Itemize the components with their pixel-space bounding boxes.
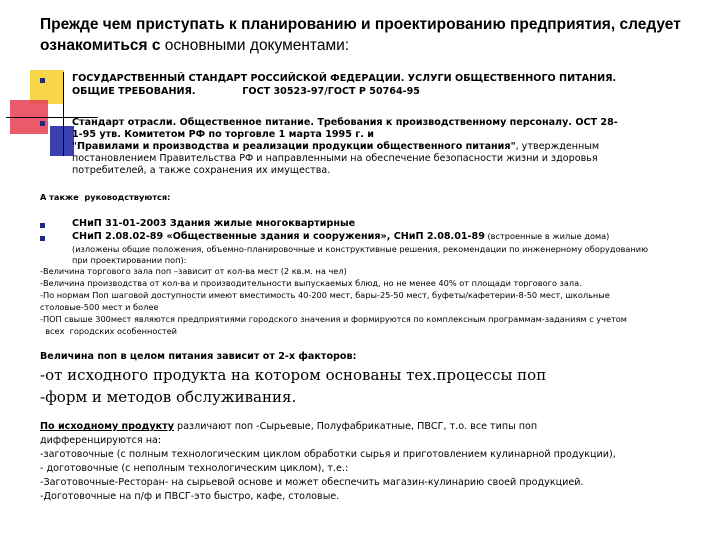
- product-heading-line: [40, 421, 537, 433]
- rule-2: -Величина производства от кол-ва и производительности выпускаемых блюд, но не менее 40% от площади торгового зала.: [40, 278, 582, 288]
- bullet-doc-1: [40, 78, 45, 83]
- rule-6: всех городских особенностей: [40, 326, 177, 336]
- size-heading: Величина поп в целом питания зависит от 2-х факторов:: [40, 351, 357, 362]
- product-heading-rest: различают поп -Сырьевые, Полуфабрикатные, ПВСГ, т.о. все типы поп: [173, 421, 538, 432]
- product-line-4: -Заготовочные-Ресторан- на сырьевой основе и может обеспечить магазин-кулинарию своей продукцией.: [40, 477, 584, 488]
- title-bold: Прежде чем приступать к планированию и проектированию предприятия, следует ознакомиться с: [40, 16, 681, 54]
- title-normal: основными документами:: [160, 37, 350, 54]
- bullet-snip-2: [40, 236, 45, 241]
- decor-blue-square: [50, 126, 74, 156]
- product-heading: По исходному продукту: [40, 421, 174, 432]
- factor-2: -форм и методов обслуживания.: [40, 388, 297, 406]
- rule-1: -Величина торгового зала поп –зависит от кол-ва мест (2 кв.м. на чел): [40, 266, 347, 276]
- product-line-5: -Доготовочные на п/ф и ПВСГ-это быстро, кафе, столовые.: [40, 491, 340, 502]
- bullet-doc-2: [40, 121, 45, 126]
- rule-3: -По нормам Поп шаговой доступности имеют вместимость 40-200 мест, бары-25-50 мест, буфеты/кафетерии-8-50 мест, школьные: [40, 290, 610, 300]
- page-title: [40, 14, 700, 56]
- doc-2-line-1: Стандарт отрасли. Общественное питание. Требования к производственному персоналу. ОСТ 28-: [72, 117, 618, 128]
- doc-1-line-1: ГОСУДАРСТВЕННЫЙ СТАНДАРТ РОССИЙСКОЙ ФЕДЕРАЦИИ. УСЛУГИ ОБЩЕСТВЕННОГО ПИТАНИЯ.: [72, 73, 617, 84]
- doc-2-line-2: 1-95 утв. Комитетом РФ по торговле 1 марта 1995 г. и: [72, 129, 374, 140]
- snip-2-suffix: (встроенные в жилые дома): [484, 231, 610, 241]
- bullet-snip-1: [40, 223, 45, 228]
- doc-2-rules-rest: , утвержденным: [515, 141, 600, 152]
- also-heading: А также руководствуются:: [40, 192, 171, 202]
- doc-2-line-5: потребителей, а также сохранения их имущества.: [72, 165, 331, 176]
- decor-vline: [63, 72, 64, 156]
- snip-note-2: при проектировании поп):: [72, 255, 187, 265]
- snip-note-1: (изложены общие положения, объемно-планировочные и конструктивные решения, рекомендации по инженерному оборудованию: [72, 244, 648, 254]
- product-line-3: - доготовочные (с неполным технологическим циклом), т.е.:: [40, 463, 349, 474]
- doc-1-line-2: ОБЩИЕ ТРЕБОВАНИЯ. ГОСТ 30523-97/ГОСТ Р 50764-95: [72, 86, 420, 97]
- rule-4: столовые-500 мест и более: [40, 302, 159, 312]
- snip-1: СНиП 31-01-2003 Здания жилые многоквартирные: [72, 218, 356, 229]
- snip-2: [72, 231, 609, 243]
- product-line-1: дифференцируются на:: [40, 435, 162, 446]
- decor-yellow-square: [30, 70, 64, 104]
- doc-2-rules-title: "Правилами и производства и реализации продукции общественного питания": [72, 141, 516, 152]
- doc-2-line-3: [72, 141, 599, 153]
- product-line-2: -заготовочные (с полным технологическим циклом обработки сырья и приготовлением кулинарной продукции),: [40, 449, 616, 460]
- factor-1: -от исходного продукта на котором основаны тех.процессы поп: [40, 366, 547, 384]
- snip-2-text: СНиП 2.08.02-89 «Общественные здания и сооружения», СНиП 2.08.01-89: [72, 231, 485, 242]
- doc-2-line-4: постановлением Правительства РФ и направленными на обеспечение безопасности жизни и здоровья: [72, 153, 598, 164]
- rule-5: -ПОП свыше 300мест являются предприятиями городского значения и формируются по комплексным программам-заданиям с учетом: [40, 314, 627, 324]
